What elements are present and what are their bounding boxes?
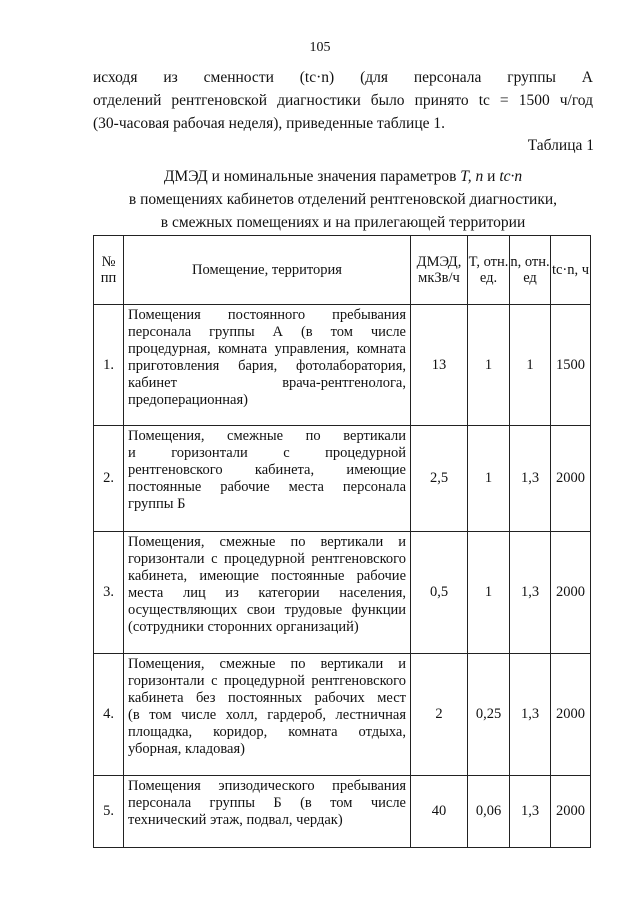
description-line: постоянные рабочие места персонала <box>128 479 406 495</box>
description-line: осуществляющих свои трудовые функции <box>128 602 406 618</box>
table-row <box>94 426 591 532</box>
description-line: горизонтали с процедурной рентгеновского <box>128 551 406 567</box>
row-t: 0,25 <box>468 654 510 776</box>
row-dmed: 13 <box>411 305 468 426</box>
caption-and: и <box>483 168 500 185</box>
row-description <box>124 776 411 848</box>
description-line: (в том числе холл, гардероб, лестничная <box>128 707 406 723</box>
row-tcn: 2000 <box>551 426 591 532</box>
description-line: кабинет врача-рентгенолога, <box>128 375 406 391</box>
row-n: 1,3 <box>510 532 551 654</box>
description-line: места лиц из категории населения, <box>128 585 406 601</box>
caption-line <box>93 165 593 188</box>
description-line: кабинета, имеющие постоянные рабочие <box>128 568 406 584</box>
header-tcn: tc·n, ч <box>551 236 591 305</box>
description-line: технический этаж, подвал, чердак) <box>128 812 343 828</box>
parameters-table <box>93 235 591 848</box>
description-line: персонала группы А (в том числе <box>128 324 406 340</box>
header-num: № пп <box>94 236 124 305</box>
caption-vars: T, n <box>460 168 484 185</box>
row-number: 1. <box>94 305 124 426</box>
row-n: 1 <box>510 305 551 426</box>
row-dmed: 0,5 <box>411 532 468 654</box>
header-room: Помещение, территория <box>124 236 411 305</box>
description-line: площадка, коридор, комната отдыха, <box>128 724 406 740</box>
page-number: 105 <box>309 40 331 55</box>
row-description <box>124 654 411 776</box>
description-line: Помещения, смежные по вертикали и <box>128 534 406 550</box>
row-number: 4. <box>94 654 124 776</box>
description-line: и горизонтали с процедурной <box>128 445 406 461</box>
row-n: 1,3 <box>510 654 551 776</box>
header-n: n, отн. ед <box>510 236 551 305</box>
description-line: процедурная, комната управления, комната <box>128 341 406 357</box>
row-t: 1 <box>468 532 510 654</box>
intro-paragraph <box>93 66 593 135</box>
description-line: рентгеновского кабинета, имеющие <box>128 462 406 478</box>
row-dmed: 2 <box>411 654 468 776</box>
caption-prefix: ДМЭД и номинальные значения параметров <box>163 168 461 185</box>
table-row <box>94 305 591 426</box>
description-line: (сотрудники сторонних организаций) <box>128 619 359 635</box>
description-line: предоперационная) <box>128 392 248 408</box>
row-tcn: 2000 <box>551 532 591 654</box>
caption-line: в смежных помещениях и на прилегающей территории <box>160 214 526 231</box>
table-header-row <box>94 236 591 305</box>
row-t: 0,06 <box>468 776 510 848</box>
row-number: 5. <box>94 776 124 848</box>
table-row <box>94 654 591 776</box>
description-line: группы Б <box>128 496 186 512</box>
table-row <box>94 532 591 654</box>
row-description <box>124 305 411 426</box>
caption-line: в помещениях кабинетов отделений рентгеновской диагностики, <box>128 191 558 208</box>
row-description <box>124 532 411 654</box>
row-dmed: 40 <box>411 776 468 848</box>
intro-line: отделений рентгеновской диагностики было принято tc = 1500 ч/год <box>93 92 593 109</box>
row-number: 2. <box>94 426 124 532</box>
table-row <box>94 776 591 848</box>
description-line: Помещения эпизодического пребывания <box>128 778 406 794</box>
description-line: Помещения, смежные по вертикали <box>128 428 406 444</box>
row-t: 1 <box>468 426 510 532</box>
row-number: 3. <box>94 532 124 654</box>
description-line: персонала группы Б (в том числе <box>128 795 406 811</box>
description-line: Помещения, смежные по вертикали и <box>128 656 406 672</box>
row-description <box>124 426 411 532</box>
table-number: Таблица 1 <box>527 137 594 154</box>
description-line: Помещения постоянного пребывания <box>128 307 406 323</box>
row-tcn: 1500 <box>551 305 591 426</box>
intro-line: исходя из сменности (tc·n) (для персонала группы А <box>93 69 593 86</box>
row-tcn: 2000 <box>551 776 591 848</box>
header-t: T, отн. ед. <box>468 236 510 305</box>
description-line: кабинета без постоянных рабочих мест <box>128 690 406 706</box>
row-dmed: 2,5 <box>411 426 468 532</box>
row-n: 1,3 <box>510 776 551 848</box>
caption-tail: tc·n <box>499 168 523 185</box>
description-line: уборная, кладовая) <box>128 741 245 757</box>
description-line: горизонтали с процедурной рентгеновского <box>128 673 406 689</box>
row-n: 1,3 <box>510 426 551 532</box>
row-t: 1 <box>468 305 510 426</box>
intro-line: (30-часовая рабочая неделя), приведенные таблице 1. <box>93 115 445 132</box>
description-line: приготовления бария, фотолаборатория, <box>128 358 406 374</box>
row-tcn: 2000 <box>551 654 591 776</box>
table-caption <box>93 165 593 234</box>
header-dmed: ДМЭД, мкЗв/ч <box>411 236 468 305</box>
